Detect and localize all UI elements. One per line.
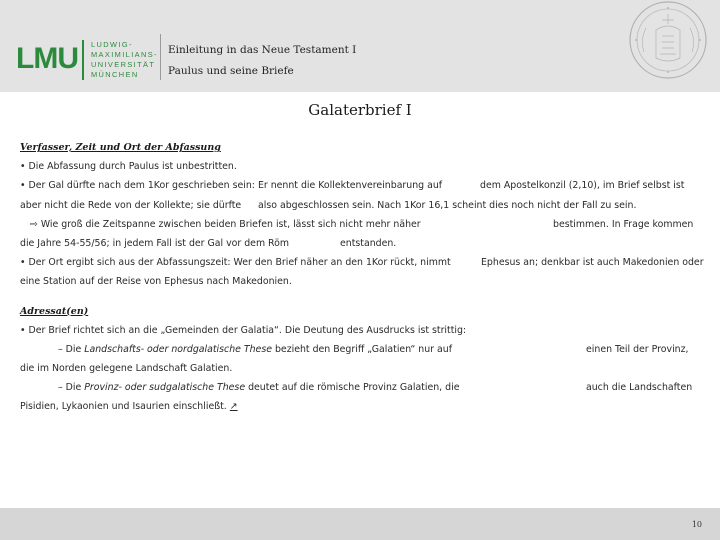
text-span: Die [65, 343, 82, 355]
page-number: 10 [691, 520, 702, 529]
text-span: eine Station auf der Reise von Ephesus nach Makedonien. [20, 276, 292, 288]
reference-link[interactable]: ↗ [229, 401, 238, 413]
text-span: deutet auf die römische Provinz Galatien, die [248, 382, 460, 394]
list-item [20, 253, 710, 272]
text-span: Wie groß die Zeitspanne zwischen beiden Briefen ist, lässt sich nicht mehr näher [40, 218, 421, 230]
text-span: bestimmen. In Frage kommen [553, 218, 694, 230]
italic-text: Landschafts- oder nordgalatische These [84, 343, 272, 355]
list-item [20, 176, 710, 195]
text-span: Ephesus an; denkbar ist auch Makedonien oder [481, 257, 704, 269]
sub-list-item [20, 378, 710, 397]
text-span: entstanden. [340, 237, 397, 249]
text-span: also abgeschlossen sein. Nach 1Kor 16,1 scheint dies noch nicht der Fall zu sein. [258, 199, 637, 211]
header-separator [160, 34, 161, 80]
section-heading-addressees-line [20, 302, 710, 321]
italic-text: Provinz- oder sudgalatische These [84, 382, 246, 394]
slide-body [20, 138, 710, 417]
section-heading-addressees: Adressat(en) [20, 305, 89, 317]
section-heading-authorship: Verfasser, Zeit und Ort der Abfassung [20, 142, 221, 153]
text-span: aber nicht die Rede von der Kollekte; sie dürfte [20, 199, 242, 211]
list-item [20, 321, 710, 340]
text-line [20, 234, 710, 253]
course-title-block [168, 40, 356, 82]
text-span: die Jahre 54-55/56; in jedem Fall ist der Gal vor dem Röm [20, 237, 290, 249]
text-line [20, 272, 710, 291]
text-span: auch die Landschaften [586, 382, 693, 394]
university-seal-icon [622, 0, 714, 86]
text-line [20, 359, 710, 378]
text-line [20, 196, 710, 215]
lmu-logo-mark: LMU [16, 42, 78, 75]
lmu-logo-text [91, 40, 158, 80]
text-span: • Die Abfassung durch Paulus ist unbestritten. [20, 161, 237, 173]
list-item [20, 157, 710, 176]
list-item [20, 215, 710, 234]
course-title: Einleitung in das Neue Testament I [168, 44, 357, 56]
course-subtitle: Paulus und seine Briefe [168, 65, 294, 77]
logo-line-2: MAXIMILIANS- [91, 50, 158, 59]
logo-line-1: LUDWIG- [91, 40, 133, 49]
text-span: Die [65, 382, 82, 394]
section-heading-authorship-line [20, 138, 710, 157]
text-span: die im Norden gelegene Landschaft Galatien. [20, 363, 233, 375]
text-span: • Der Brief richtet sich an die „Gemeinden der Galatia“. Die Deutung des Ausdrucks ist strittig: [20, 324, 467, 336]
text-span: Pisidien, Lykaonien und Isaurien einschließt. [20, 401, 227, 413]
header-bar [0, 0, 720, 92]
dash-bullet: – [58, 382, 63, 394]
logo-line-3: UNIVERSITÄT [91, 60, 156, 69]
text-span: dem Apostelkonzil (2,10), im Brief selbst ist [480, 180, 685, 192]
logo-divider [82, 40, 84, 80]
footer-bar [0, 508, 720, 540]
text-span: einen Teil der Provinz, [586, 343, 689, 355]
logo-line-4: MÜNCHEN [91, 70, 139, 79]
slide-title: Galaterbrief I [308, 101, 412, 119]
sub-list-item [20, 340, 710, 359]
text-span: • Der Ort ergibt sich aus der Abfassungszeit: Wer den Brief näher an den 1Kor rückt, nimmt [20, 257, 451, 269]
dash-bullet: – [58, 343, 63, 355]
arrow-right-icon: ⇨ [30, 218, 38, 230]
text-line [20, 397, 710, 416]
text-span: bezieht den Begriff „Galatien“ nur auf [274, 343, 452, 355]
text-span: • Der Gal dürfte nach dem 1Kor geschrieben sein: Er nennt die Kollektenvereinbarung auf [20, 180, 443, 192]
